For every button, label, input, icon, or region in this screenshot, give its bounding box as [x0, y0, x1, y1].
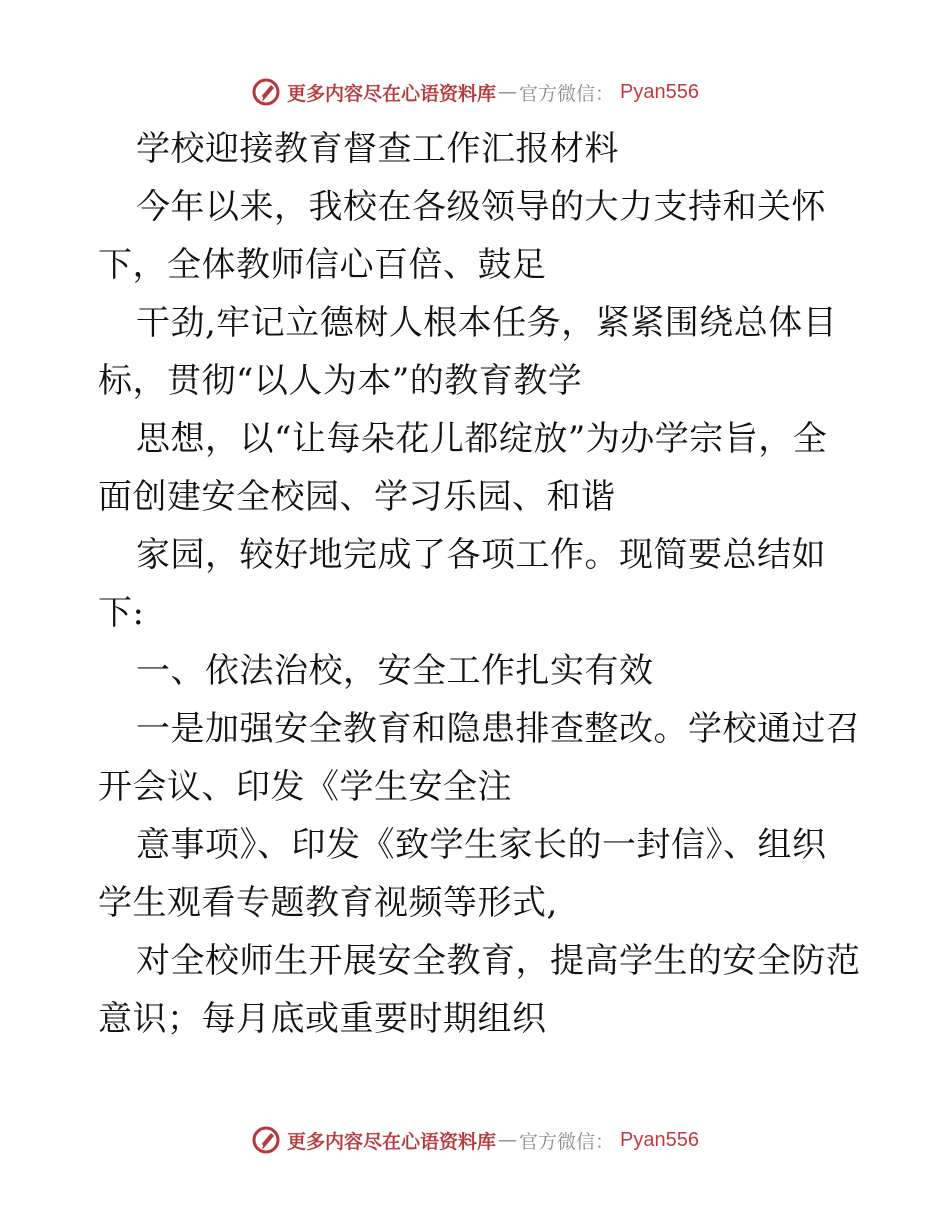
document-body: [98, 120, 861, 1048]
doc-line: 意事项》、印发《致学生家长的一封信》、组织: [136, 825, 827, 865]
doc-line: 对全校师生开展安全教育，提高学生的安全防范: [136, 941, 861, 981]
doc-line: 一是加强安全教育和隐患排查整改。学校通过召: [136, 709, 861, 749]
header-banner: [0, 72, 950, 112]
banner-site-text: 更多内容尽在心语资料库: [287, 1130, 497, 1153]
footer-banner: [0, 1120, 950, 1160]
doc-line: 家园，较好地完成了各项工作。现简要总结如: [136, 535, 826, 575]
doc-line: 学校迎接教育督查工作汇报材料: [136, 129, 619, 169]
doc-line: 今年以来，我校在各级领导的大力支持和关怀: [136, 187, 826, 227]
banner-separator: —: [498, 81, 518, 103]
banner-wechat-id: Pyan556: [620, 1128, 699, 1151]
doc-line: 下:: [98, 593, 145, 633]
doc-line: 下，全体教师信心百倍、鼓足: [98, 245, 547, 285]
banner-site-text: 更多内容尽在心语资料库: [287, 82, 497, 105]
doc-line: 标，贯彻“以人为本”的教育教学: [98, 361, 583, 401]
doc-line: 意识；每月底或重要时期组织: [98, 999, 547, 1039]
doc-line: 一、依法治校，安全工作扎实有效: [136, 651, 654, 691]
banner-wechat-id: Pyan556: [620, 80, 699, 103]
doc-line: 开会议、印发《学生安全注: [98, 767, 512, 807]
doc-line: 干劲,牢记立德树人根本任务，紧紧围绕总体目: [136, 303, 838, 343]
banner-wechat-label: 官方微信：: [519, 82, 615, 105]
pen-logo-icon: [251, 77, 281, 107]
banner-wechat-label: 官方微信：: [519, 1130, 615, 1153]
doc-line: 学生观看专题教育视频等形式,: [98, 883, 558, 923]
doc-line: 面创建安全校园、学习乐园、和谐: [98, 477, 616, 517]
doc-line: 思想，以“让每朵花儿都绽放”为办学宗旨，全: [136, 419, 828, 459]
banner-separator: —: [498, 1129, 518, 1151]
pen-logo-icon: [251, 1125, 281, 1155]
